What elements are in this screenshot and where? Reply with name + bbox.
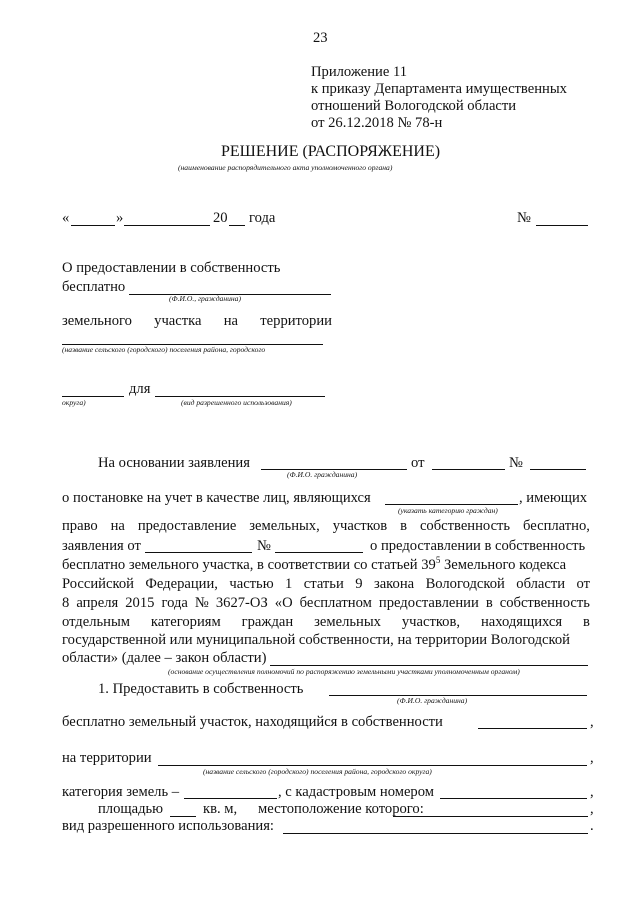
law-line-1-text: бесплатно земельного участка, в соответствии со статьей 39 <box>62 557 436 573</box>
word-4: территории <box>260 313 332 329</box>
land-category-blank[interactable] <box>184 798 277 799</box>
cadastral-comma: , <box>590 784 594 800</box>
application-rest: о предоставлении в собственность <box>370 538 586 554</box>
ownership-blank[interactable] <box>478 728 587 729</box>
decision-number-blank[interactable] <box>536 225 588 226</box>
subject-line-1: О предоставлении в собственность <box>62 260 281 276</box>
territory-label: на территории <box>62 750 152 766</box>
word-2: участка <box>154 313 202 329</box>
area-unit: кв. м, <box>203 801 238 817</box>
clause-1-start: 1. Предоставить в собственность <box>98 681 304 697</box>
number-sign: № <box>517 210 531 226</box>
caption-use: (вид разрешенного использования) <box>181 398 292 407</box>
word-8: бесплатно, <box>523 518 590 534</box>
appendix-line-2: к приказу Департамента имущественных <box>311 81 567 97</box>
word-7: собственность <box>419 518 511 534</box>
caption-fio-citizen: (Ф.И.О. гражданина) <box>287 470 358 479</box>
word-8: бесплатном <box>299 595 372 611</box>
word-7: «О <box>274 595 293 611</box>
caption-category: (указать категорию граждан) <box>398 506 498 515</box>
territory-blank[interactable] <box>158 765 587 766</box>
use-type-blank[interactable] <box>283 833 588 834</box>
date-quote-close: » <box>116 210 124 226</box>
dlya-label: для <box>129 381 151 397</box>
word-11: собственность <box>499 595 590 611</box>
application-from-date-blank[interactable] <box>145 552 252 553</box>
cadastral-number-blank[interactable] <box>440 798 587 799</box>
word-5: участков, <box>401 614 461 630</box>
document-title: РЕШЕНИЕ (РАСПОРЯЖЕНИЕ) <box>221 143 441 160</box>
registration-text: о постановке на учет в качестве лиц, являющихся <box>62 490 371 506</box>
year-suffix: года <box>249 210 276 226</box>
use-type-label: вид разрешенного использования: <box>62 818 274 834</box>
cadastral-label: , с кадастровым номером <box>278 784 434 800</box>
word-2: апреля <box>76 595 119 611</box>
basis-blank[interactable] <box>270 665 588 666</box>
caption-okrug: округа) <box>62 398 86 407</box>
application-from-number-blank[interactable] <box>275 552 363 553</box>
word-6: в <box>400 518 408 534</box>
law-line-1 <box>62 557 566 574</box>
appendix-line-1: Приложение 11 <box>311 64 408 80</box>
word-7: в <box>583 614 590 630</box>
word-6: находящихся <box>480 614 563 630</box>
permitted-use-blank[interactable] <box>155 396 325 397</box>
application-from: заявления от <box>62 538 141 554</box>
word-5: № <box>194 595 209 611</box>
word-10: в <box>485 595 493 611</box>
word-1: отдельным <box>62 614 130 630</box>
law-line-1-end: Земельного кодекса <box>440 557 567 573</box>
category-blank[interactable] <box>385 504 518 505</box>
law-line-2 <box>62 576 590 593</box>
territory-comma: , <box>590 750 594 766</box>
word-6: 9 <box>355 576 363 592</box>
word-1: 8 <box>62 595 70 611</box>
area-blank[interactable] <box>170 816 196 817</box>
law-line-5: государственной или муниципальной собственности, на территории Вологодской <box>62 632 570 648</box>
location-comma: , <box>590 801 594 817</box>
free-plot-comma: , <box>590 714 594 730</box>
article-superscript: 5 <box>435 555 441 566</box>
word-6: 3627-ОЗ <box>215 595 268 611</box>
title-caption: (наименование распорядительного акта уполномоченного органа) <box>178 163 393 172</box>
basis-no: № <box>509 455 523 471</box>
free-plot-text: бесплатно земельный участок, находящийся в собственности <box>62 714 443 730</box>
word-3: граждан <box>241 614 294 630</box>
word-4: земельных <box>314 614 381 630</box>
caption-basis: (основание осуществления полномочий по распоряжению земельными участками уполномоченным органом) <box>168 667 520 676</box>
word-3: 2015 <box>125 595 155 611</box>
year-prefix: 20 <box>213 210 228 226</box>
basis-text: На основании заявления <box>98 455 250 471</box>
appendix-line-4: от 26.12.2018 № 78-н <box>311 115 443 131</box>
law-line-3 <box>62 595 590 612</box>
application-no: № <box>257 538 271 554</box>
word-1: право <box>62 518 98 534</box>
word-4: 1 <box>285 576 293 592</box>
word-4: земельных, <box>249 518 320 534</box>
month-blank[interactable] <box>124 225 210 226</box>
word-4: года <box>161 595 188 611</box>
basis-ot: от <box>411 455 425 471</box>
application-number-blank[interactable] <box>530 469 586 470</box>
caption-fio: (Ф.И.О., гражданина) <box>169 294 242 303</box>
page-number: 23 <box>313 30 328 46</box>
location-label: местоположение которого: <box>258 801 424 817</box>
word-5: участков <box>332 518 388 534</box>
word-1: Российской <box>62 576 134 592</box>
word-5: статьи <box>303 576 344 592</box>
category-label: категория земель – <box>62 784 180 800</box>
word-7: закона <box>373 576 415 592</box>
word-2: на <box>110 518 125 534</box>
word-2: Федерации, <box>145 576 218 592</box>
word-3: частью <box>229 576 274 592</box>
area-label: площадью <box>98 801 164 817</box>
subject-line-3 <box>62 313 332 330</box>
law-line-6: области» (далее – закон области) <box>62 650 267 666</box>
having-text: , имеющих <box>519 490 588 506</box>
appendix-line-3: отношений Вологодской области <box>311 98 517 114</box>
word-9: области <box>516 576 566 592</box>
right-line <box>62 518 590 535</box>
caption-clause-fio: (Ф.И.О. гражданина) <box>397 696 468 705</box>
word-1: земельного <box>62 313 132 329</box>
law-line-4 <box>62 614 590 631</box>
use-type-period: . <box>590 818 594 834</box>
day-blank[interactable] <box>71 225 115 226</box>
word-3: предоставление <box>137 518 237 534</box>
application-date-blank[interactable] <box>432 469 505 470</box>
okrug-blank[interactable] <box>62 396 124 397</box>
date-quote-open: « <box>62 210 70 226</box>
word-8: Вологодской <box>425 576 505 592</box>
word-9: предоставлении <box>378 595 479 611</box>
caption-territory: (название сельского (городского) поселения района, городского округа) <box>203 767 432 776</box>
year-blank[interactable] <box>229 225 245 226</box>
caption-settlement: (название сельского (городского) поселения района, городского <box>62 345 266 354</box>
word-3: на <box>223 313 239 329</box>
location-blank[interactable] <box>393 816 588 817</box>
word-10: от <box>576 576 590 592</box>
word-2: категориям <box>150 614 221 630</box>
subject-line-2: бесплатно <box>62 279 126 295</box>
